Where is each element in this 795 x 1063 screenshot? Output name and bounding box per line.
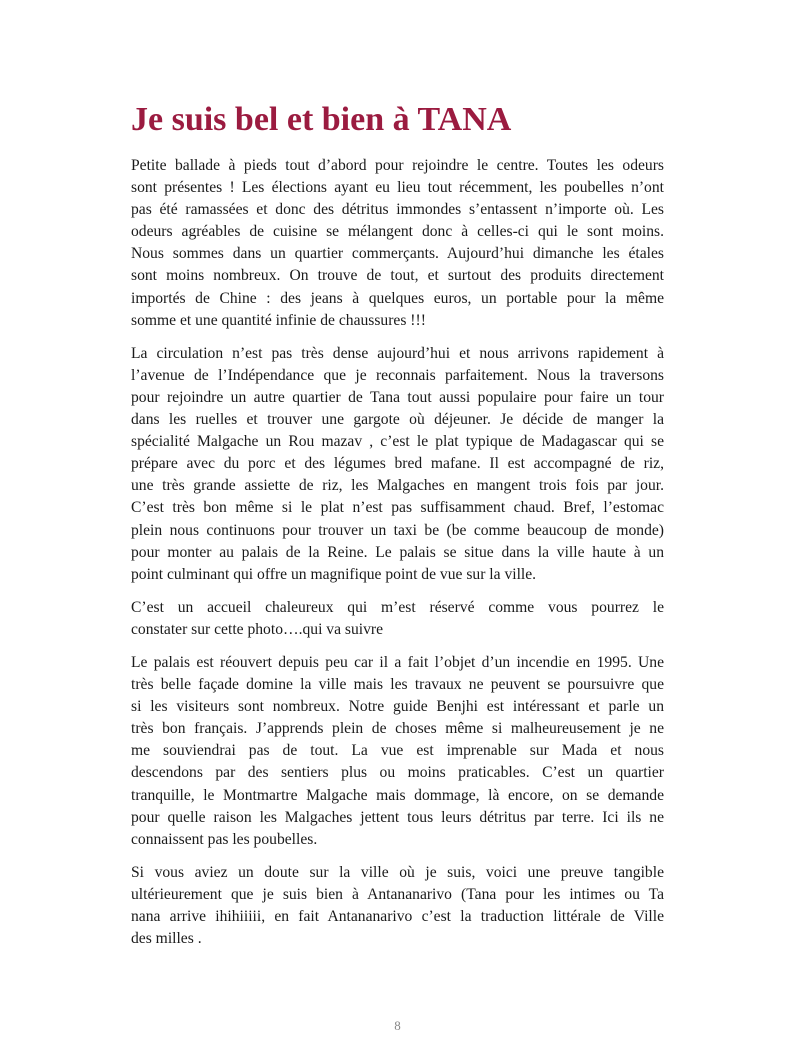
text-line: une très grande assiette de riz, les Malgaches en mangent trois fois par jour. (131, 477, 664, 495)
text-line: C’est un accueil chaleureux qui m’est réservé comme vous pourrez le (131, 598, 664, 616)
text-line: pour monter au palais de la Reine. Le palais se situe dans la ville haute à un (131, 543, 664, 561)
document-body (131, 155, 664, 961)
text-line: sont moins nombreux. On trouve de tout, et surtout des produits directement (131, 267, 664, 285)
text-line: ultérieurement que je suis bien à Antananarivo (Tana pour les intimes ou Ta (131, 885, 664, 903)
text-line: pour quelle raison les Malgaches jettent tous leurs détritus par terre. Ici ils ne (131, 808, 664, 826)
paragraph (131, 155, 664, 332)
text-line: très bon français. J’apprends plein de choses même si malheureusement je ne (131, 720, 664, 738)
text-line: odeurs agréables de cuisine se mélangent donc à celles-ci qui le sont moins. (131, 223, 664, 241)
text-line: nana arrive ihihiiiii, en fait Antananarivo c’est la traduction littérale de Ville (131, 908, 664, 925)
text-line: constater sur cette photo….qui va suivre (131, 620, 384, 638)
text-line: sont présentes ! Les élections ayant eu lieu tout récemment, les poubelles n’ont (131, 179, 664, 197)
text-line: point culminant qui offre un magnifique point de vue sur la ville. (131, 565, 537, 583)
page-title: Je suis bel et bien à TANA (131, 101, 512, 138)
text-line: très belle façade domine la ville mais les travaux ne peuvent se poursuivre que (131, 676, 664, 694)
text-line: me souviendrai pas de tout. La vue est imprenable sur Mada et nous (131, 742, 664, 760)
text-line: pas été ramassées et donc des détritus immondes s’entassent n’importe où. Les (131, 201, 664, 219)
text-line: Petite ballade à pieds tout d’abord pour rejoindre le centre. Toutes les odeurs (131, 157, 664, 174)
text-line: des milles . (131, 930, 202, 948)
text-line: tranquille, le Montmartre Malgache mais dommage, là encore, on se demande (131, 786, 664, 804)
text-line: Si vous aviez un doute sur la ville où je suis, voici une preuve tangible (131, 863, 664, 881)
text-line: pour rejoindre un autre quartier de Tana tout aussi populaire pour faire un tour (131, 388, 664, 406)
text-line: spécialité Malgache un Rou mazav , c’est le plat typique de Madagascar qui se (131, 433, 664, 451)
text-line: connaissent pas les poubelles. (131, 830, 318, 848)
text-line: si les visiteurs sont nombreux. Notre guide Benjhi est intéressant et parle un (131, 698, 664, 716)
text-line: importés de Chine : des jeans à quelques euros, un portable pour la même (131, 289, 664, 307)
paragraph (131, 652, 664, 851)
text-line: C’est très bon même si le plat n’est pas suffisamment chaud. Bref, l’estomac (131, 499, 664, 517)
text-line: Nous sommes dans un quartier commerçants. Aujourd’hui dimanche les étales (131, 245, 664, 263)
paragraph (131, 597, 664, 641)
text-line: l’avenue de l’Indépendance que je reconnais parfaitement. Nous la traversons (131, 366, 664, 384)
paragraph (131, 343, 664, 586)
text-line: La circulation n’est pas très dense aujourd’hui et nous arrivons rapidement à (131, 344, 664, 362)
text-line: Le palais est réouvert depuis peu car il a fait l’objet d’un incendie en 1995. Une (131, 653, 664, 671)
text-line: prépare avec du porc et des légumes bred mafane. Il est accompagné de riz, (131, 455, 664, 473)
page-number: 8 (394, 1018, 401, 1033)
text-line: dans les ruelles et trouver une gargote où déjeuner. Je décide de manger la (131, 411, 664, 429)
text-line: somme et une quantité infinie de chaussures !!! (131, 311, 426, 329)
text-line: plein nous continuons pour trouver un taxi be (be comme beaucoup de monde) (131, 521, 664, 539)
text-line: descendons par des sentiers plus ou moins praticables. C’est un quartier (131, 764, 664, 782)
paragraph (131, 862, 664, 950)
